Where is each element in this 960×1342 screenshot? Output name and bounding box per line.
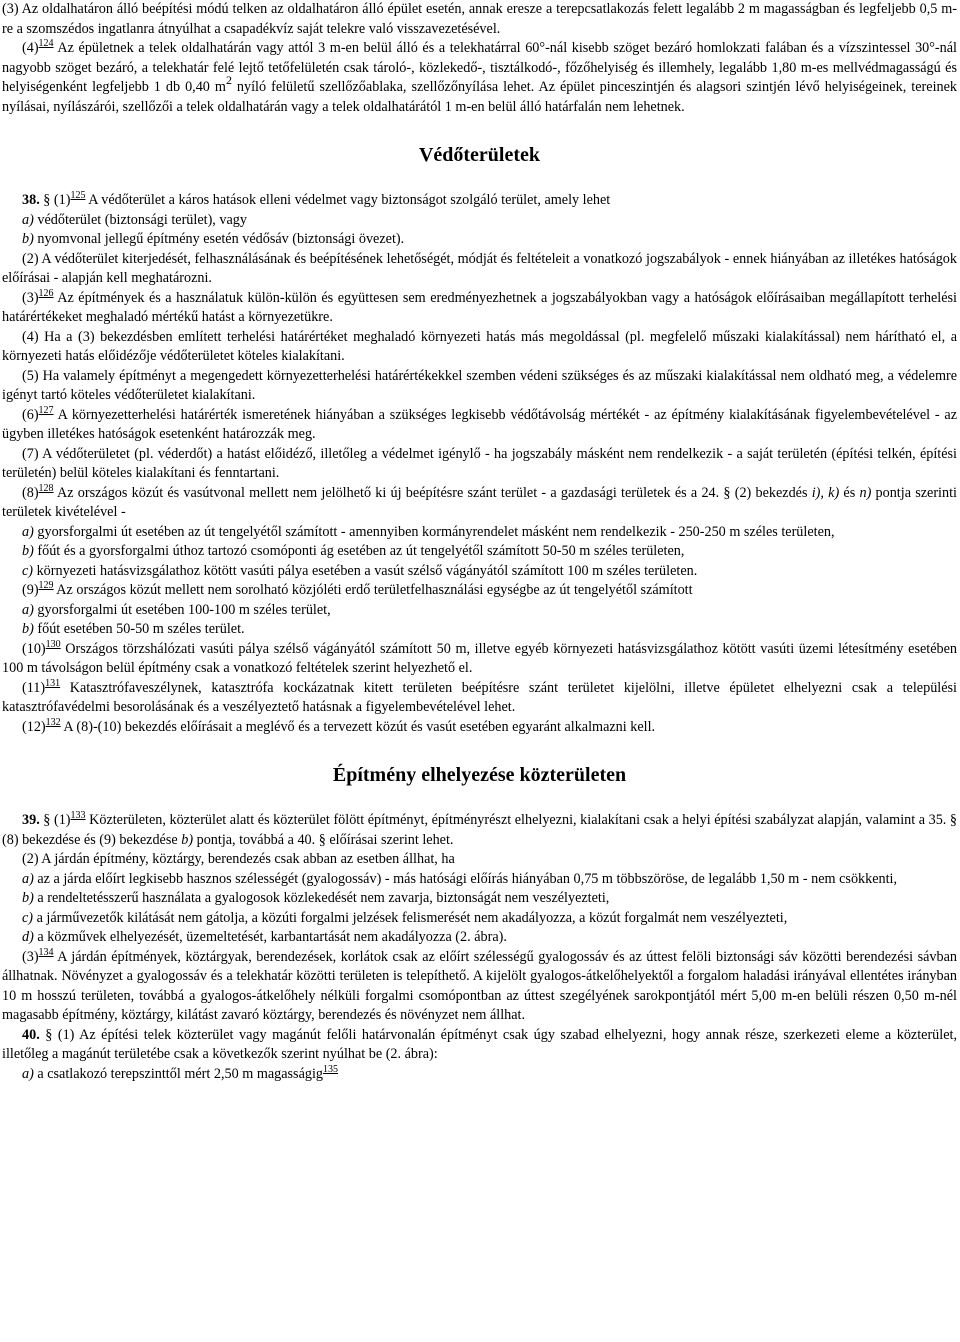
paragraph-text: Az országos közút mellett nem sorolható közjóléti erdő területfelhasználási egységbe az út tengelyétől számított (53, 582, 693, 598)
paragraph-number: (9) (22, 582, 39, 598)
list-label: b) (22, 543, 34, 559)
list-text: nyomvonal jellegű építmény esetén védősáv (biztonsági övezet). (33, 231, 405, 247)
list-item-a (2, 870, 957, 890)
list-item-c (2, 909, 957, 929)
footnote-ref[interactable]: 125 (70, 190, 86, 201)
list-item-b (2, 889, 957, 909)
list-label: b) (22, 890, 34, 906)
paragraph-38-2: (2) A védőterület kiterjedését, felhasználásának és beépítésének lehetőségét, módját és feltételeit a vonatkozó jogszabályok - ennek hiányában az illetékes hatóságok előírásai - alapján kell meghatározni. (2, 250, 957, 286)
list-text: a közművek elhelyezését, üzemeltetését, karbantartását nem akadályozza (2. ábra). (33, 929, 507, 945)
list-text: gyorsforgalmi út esetében 100-100 m széles terület, (33, 601, 331, 618)
section-number: 38. (22, 192, 40, 208)
italic-ref: b) (181, 831, 194, 848)
list-item-a (2, 601, 957, 621)
paragraph-number: (11) (22, 679, 46, 696)
list-text: a rendeltetésszerű használata a gyalogosok közlekedését nem zavarja, biztonságát nem veszélyezteti, (33, 890, 610, 906)
list-label: a) (22, 1065, 34, 1082)
paragraph-38-5: (5) Ha valamely építményt a megengedett környezetterhelési határértékekkel szemben védeni szükséges és az műszaki kialakítással nem oldható meg, a védelemre igényt tartó köteles védőterületet kialakítani. (2, 367, 957, 403)
paragraph-38-4: (4) Ha a (3) bekezdésben említett terhelési határértéket meghaladó környezeti hatás más megoldással (pl. megfelelő műszaki kialakítással) nem hárítható el, a környezeti hatás előidézője védőterületet köteles kialakítani. (2, 328, 957, 364)
paragraph-text: A járdán építmények, köztárgyak, berendezések, korlátok csak az előírt szélességű gyalogossáv és az úttest felöli biztonsági sáv közötti berendezési sávban állhatnak. Növényzet a gyalogossáv és a telekhatár közötti területen is telepíthető. A kijelölt gyalogos-átkelőhelyektől a forgalom haladási irányával ellentétes irányban 10 m hosszú területen, továbbá a gyalogos-átkelőhely nélküli forgalmi csomópontban az úttest szegélyének sarokpontjától mért 5,00 m-en belüli részen 0,50 m-nél magasabb építmény, köztárgy, kilátást zavaró köztárgy, berendezés és növényzet nem állhat. (2, 948, 957, 1023)
paragraph-40-1 (2, 1026, 957, 1065)
list-label: c) (22, 562, 34, 579)
list-label: a) (22, 523, 34, 540)
footnote-ref[interactable]: 131 (45, 677, 61, 689)
list-label: b) (22, 231, 34, 247)
paragraph-number: (1) (50, 812, 71, 828)
list-text: védőterület (biztonsági terület), vagy (33, 211, 247, 228)
list-text: a csatlakozó terepszinttől mért 2,50 m magasságig (33, 1065, 324, 1082)
footnote-ref[interactable]: 129 (38, 580, 54, 591)
paragraph-text: A környezetterhelési határérték ismeretének hiányában a szükséges legkisebb védőtávolság mértékét - az építmény kialakításának figyelembevételével - az ügyben illetékes hatóságok esetenként határozzák meg. (2, 406, 957, 442)
section-heading-vedoteruletek: Védőterületek (418, 144, 541, 166)
paragraph-text: pontja szerinti területek kivételével - (2, 484, 957, 520)
paragraph-number: (6) (22, 406, 39, 423)
list-text: gyorsforgalmi út esetében az út tengelyétől számított - amennyiben kormányrendelet másként nem rendelkezik - 250-250 m széles területen, (33, 523, 835, 540)
paragraph-39-3 (2, 948, 957, 1026)
paragraph-number: (12) (22, 718, 46, 735)
list-text: főút és a gyorsforgalmi úthoz tartozó csomóponti ág esetében az út tengelyétől számított 50-50 m széles területen, (33, 543, 685, 559)
list-text: környezeti hatásvizsgálathoz kötött vasúti pálya esetében a vasút szélső vágányától számított 100 m széles területen. (33, 562, 698, 579)
section-sign: § (39, 812, 51, 828)
paragraph-text: A (8)-(10) bekezdés előírásait a meglévő és a tervezett közút és vasút esetében egyaránt alkalmazni kell. (60, 718, 656, 735)
list-label: d) (22, 929, 34, 945)
section-sign: § (39, 192, 51, 208)
italic-ref: n) (859, 484, 872, 501)
footnote-ref[interactable]: 133 (70, 810, 86, 821)
paragraph-text: pontja, továbbá a 40. § előírásai szerint lehet. (193, 831, 454, 848)
paragraph-number: (4) (22, 40, 39, 56)
paragraph-number: (1) (50, 192, 71, 208)
list-text: a járművezetők kilátását nem gátolja, a közúti forgalmi jelzések felismerését nem akadályozza, a közút forgalmát nem veszélyezteti, (33, 909, 788, 926)
list-item-b (2, 620, 957, 640)
superscript-square: 2 (225, 73, 232, 87)
paragraph-text: Katasztrófaveszélynek, katasztrófa kockázatnak kitett területen beépítésre szánt területet kijelölni, illetve épületet elhelyezni csak a települési katasztrófavédelmi besorolásának és a veszélyeztető hatásnak a figyelembevételével lehet. (2, 679, 957, 715)
paragraph-text: A védőterület a káros hatások elleni védelmet vagy biztonságot szolgáló terület, amely lehet (85, 192, 611, 208)
list-label: c) (22, 909, 34, 926)
section-number: 40. (22, 1026, 40, 1043)
paragraph-text: Az épületnek a telek oldalhatárán vagy attól 3 m-en belül álló és a telekhatárral 60°-nál kisebb szöget bezáró homlokzati falában és a vízszintessel 30°-nál nagyobb szöget bezáró, a telekhatár felé lejtő tetőfelületén csak tároló-, közlekedő-, tisztálkodó-, főzőhelyiség és illemhely, legalább 1,80 m-es mellvédmagasságú és helyiségenként legfeljebb 1 db 0,40 m (2, 40, 957, 95)
paragraph-38-9 (2, 581, 957, 601)
list-item-b (2, 542, 957, 562)
section-heading-kozterulet: Építmény elhelyezése közterületen (332, 764, 627, 786)
list-item-b (2, 230, 957, 250)
paragraph-39-2: (2) A járdán építmény, köztárgy, berendezés csak abban az esetben állhat, ha (22, 851, 455, 867)
footnote-ref[interactable]: 127 (38, 404, 54, 416)
section-number: 39. (22, 812, 40, 828)
paragraph-text: Közterületen, közterület alatt és közterület fölött építményt, építményrészt elhelyezni, kialakítani csak a helyi építési szabályzat alapján, valamint a 35. § (8) bekezdése és (9) bekezdése (2, 812, 958, 848)
paragraph-39-1 (2, 811, 957, 850)
paragraph-text: nyíló felületű szellőzőablaka, szellőzőnyílása lehet. Az épület pinceszintjén és alagsori szintjén lévő helyiségeinek, tereinek nyílásai, nyílászárói, szellőzői a telek oldalhatárán vagy a telek oldalhatárától 1 m-en belül álló határfalán nem lehetnek. (2, 79, 957, 115)
paragraph-number: (8) (22, 484, 39, 501)
footnote-ref[interactable]: 132 (45, 716, 61, 728)
paragraph-38-10 (2, 640, 957, 679)
paragraph-text: és (839, 484, 860, 501)
paragraph-text: Az építmények és a használatuk külön-külön és együttesen sem eredményezhetnek a jogszabályokban vagy a hatóságok előírásaiban megállapított terhelési határértékeket meghaladó mértékű hatást a környezetükre. (2, 289, 957, 325)
list-text: az a járda előírt legkisebb hasznos szélességét (gyalogossáv) - más hatósági előírás hiányában 0,75 m többszöröse, de legalább 1,50 m - nem csökkenti, (33, 870, 898, 887)
paragraph-38-12 (2, 718, 957, 738)
list-item-a (2, 523, 957, 543)
footnote-ref[interactable]: 124 (38, 38, 54, 49)
italic-ref: i), k) (811, 484, 840, 501)
footnote-ref[interactable]: 130 (45, 638, 61, 650)
paragraph-text: Az országos közút és vasútvonal mellett nem jelölhető ki új beépítésre szánt terület - a gazdasági területek és a 24. § (2) bekezdés (53, 484, 812, 501)
paragraph-text: Országos törzshálózati vasúti pálya szélső vágányától számított 50 m, illetve egyéb környezeti hatásvizsgálathoz kötött vasúti üzemi létesítmény esetében 100 m távolságon belül építmény csak a vonatkozó feltételek szerint helyezhető el. (2, 640, 957, 676)
paragraph-38-1 (2, 191, 957, 211)
paragraph-number: (3) (22, 948, 39, 965)
paragraph-number: (3) (22, 289, 39, 306)
list-label: a) (22, 211, 34, 228)
list-label: b) (22, 621, 34, 637)
paragraph-38-8 (2, 484, 957, 523)
paragraph-text: § (1) Az építési telek közterület vagy magánút felőli határvonalán építményt csak úgy szabad elhelyezni, hogy annak része, szerkezeti eleme a közterület, illetőleg a magánút területébe csak a következők szerint nyúlhat be (2. ábra): (2, 1026, 957, 1062)
list-label: a) (22, 870, 34, 887)
list-item-a (2, 211, 957, 231)
footnote-ref[interactable]: 126 (38, 287, 54, 299)
paragraph-38-7: (7) A védőterületet (pl. véderdőt) a hatást előidéző, illetőleg a védelmet igénylő - ha jogszabály másként nem rendelkezik - a saját területén (építési telkén, építési területén) belül köteles kialakítani és fenntartani. (2, 445, 957, 481)
footnote-ref[interactable]: 128 (38, 482, 54, 494)
footnote-ref[interactable]: 135 (323, 1063, 339, 1075)
paragraph-37-4 (2, 39, 957, 117)
footnote-ref[interactable]: 134 (38, 946, 54, 958)
paragraph-38-3 (2, 289, 957, 328)
list-item-c (2, 562, 957, 582)
paragraph-number: (10) (22, 640, 46, 657)
paragraph-37-3: (3) Az oldalhatáron álló beépítési módú telken az oldalhatáron álló épület esetén, annak eresze a terepcsatlakozás felett legalább 2 m magasságban és legfeljebb 0,5 m-re a szomszédos ingatlanra átnyúlhat a csapadékvíz saját telekre való visszavezetésével. (2, 1, 957, 37)
paragraph-38-6 (2, 406, 957, 445)
list-label: a) (22, 601, 34, 618)
list-item-a (2, 1065, 957, 1085)
list-text: főút esetében 50-50 m széles terület. (33, 621, 245, 637)
list-item-d (2, 928, 957, 948)
paragraph-38-11 (2, 679, 957, 718)
